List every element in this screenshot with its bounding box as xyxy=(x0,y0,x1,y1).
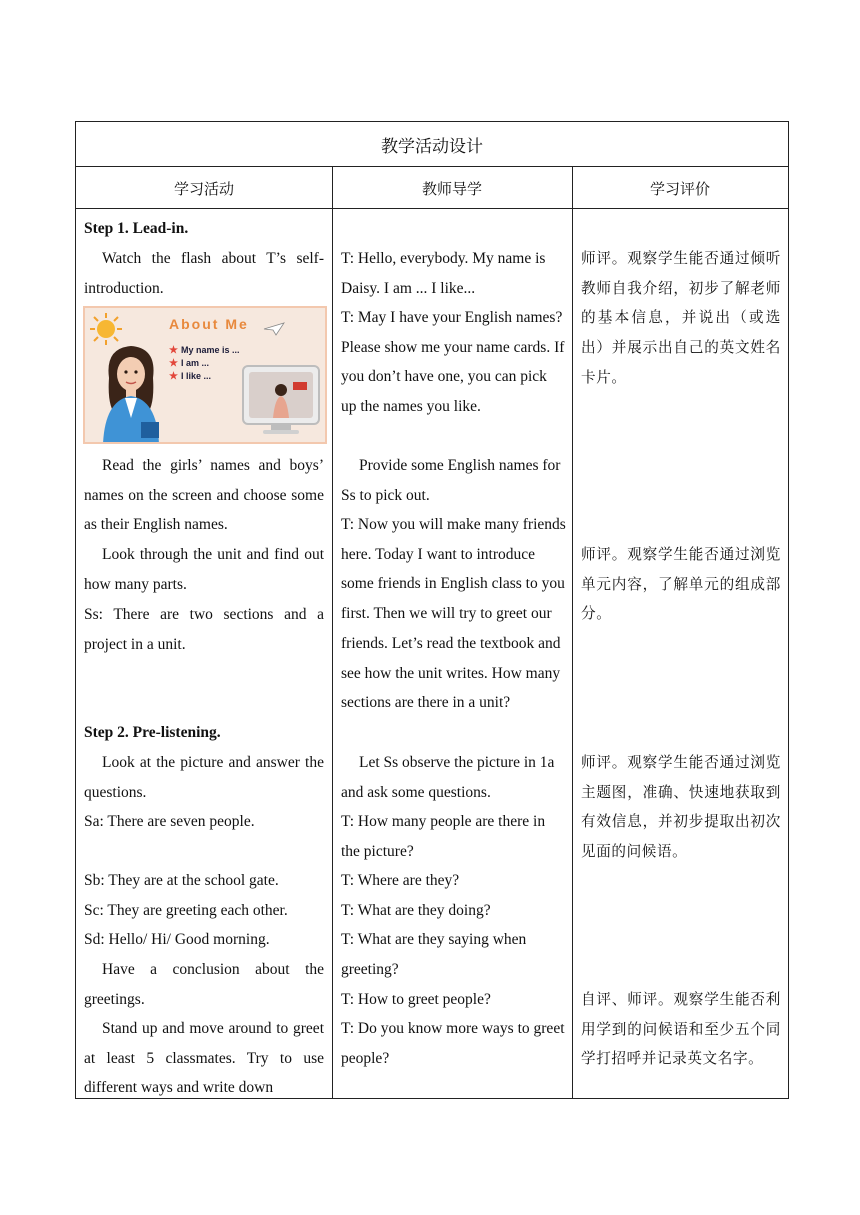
teacher-illustration xyxy=(95,338,167,444)
teacher-line: T: Hello, everybody. My name is Daisy. I am ... I like... xyxy=(341,250,546,297)
slide-title: About Me xyxy=(169,316,249,332)
teacher-line: T: How many people are there in the picture? xyxy=(341,813,546,860)
step2-paragraph: Have a conclusion about the greetings. xyxy=(84,961,324,1008)
teacher-guidance-cell xyxy=(332,209,572,1098)
teacher-line: T: Where are they? xyxy=(341,872,460,889)
evaluation-note: 师评。观察学生能否通过浏览单元内容，了解单元的组成部分。 xyxy=(581,546,781,623)
paper-plane-icon xyxy=(263,322,285,336)
step1-paragraph: Look through the unit and find out how many parts. xyxy=(84,546,324,593)
star-icon: ★ xyxy=(169,345,178,356)
teacher-line: Let Ss observe the picture in 1a and ask some questions. xyxy=(341,754,555,801)
student-answer-b: Sb: They are at the school gate. xyxy=(84,872,279,889)
teacher-line: T: What are they doing? xyxy=(341,902,491,919)
step2-paragraph: Stand up and move around to greet at least 5 classmates. Try to use different ways and write down xyxy=(84,1020,324,1097)
evaluation-note: 师评。观察学生能否通过浏览主题图，准确、快速地获取到有效信息，并初步提取出初次见面的问候语。 xyxy=(581,754,781,861)
table-title: 教学活动设计 xyxy=(381,136,483,157)
teacher-line: T: Do you know more ways to greet people? xyxy=(341,1020,565,1067)
evaluation-note: 自评、师评。观察学生能否利用学到的问候语和至少五个同学打招呼并记录英文名字。 xyxy=(581,991,781,1068)
slide-bullet: ★ I am ... xyxy=(169,358,210,369)
teacher-line: T: How to greet people? xyxy=(341,991,491,1008)
about-me-slide-image xyxy=(83,306,327,444)
slide-bullet-list xyxy=(169,344,240,383)
teacher-line: Provide some English names for Ss to pick out. xyxy=(341,457,561,504)
step1-paragraph: Read the girls’ names and boys’ names on the screen and choose some as their English names. xyxy=(84,457,324,534)
learning-activities-cell xyxy=(76,209,332,1098)
slide-bullet: ★ I like ... xyxy=(169,371,212,382)
lesson-design-table xyxy=(75,121,789,1099)
step2-paragraph: Look at the picture and answer the questions. xyxy=(84,754,324,801)
teacher-line: T: May I have your English names? Please show me your name cards. If you don’t have one, you can pick up the names you like. xyxy=(341,309,565,416)
header-learning-activities: 学习活动 xyxy=(173,179,234,198)
table-header-row xyxy=(76,167,788,209)
teacher-line: T: What are they saying when greeting? xyxy=(341,931,527,978)
student-answer-c: Sc: They are greeting each other. xyxy=(84,902,288,919)
star-icon: ★ xyxy=(169,358,178,369)
monitor-illustration xyxy=(241,364,321,436)
step1-heading: Step 1. Lead-in. xyxy=(84,220,189,237)
evaluation-note: 师评。观察学生能否通过倾听教师自我介绍，初步了解老师的基本信息，并说出（或选出）并展示出自己的英文姓名卡片。 xyxy=(581,250,781,386)
slide-bullet: ★ My name is ... xyxy=(169,345,240,356)
step1-paragraph: Watch the flash about T’s self-introduction. xyxy=(84,250,324,297)
student-answer-d: Sd: Hello/ Hi/ Good morning. xyxy=(84,931,270,948)
student-answer-a: Sa: There are seven people. xyxy=(84,813,255,830)
header-learning-evaluation: 学习评价 xyxy=(649,179,710,198)
table-title-row xyxy=(76,122,788,167)
star-icon: ★ xyxy=(169,371,178,382)
teacher-line: T: Now you will make many friends here. Today I want to introduce some friends in English class to you first. Then we will try to greet our friends. Let’s read the textbook and see how the unit writes. How many sections are there in a unit? xyxy=(341,516,566,712)
step1-student-answer: Ss: There are two sections and a project in a unit. xyxy=(84,606,324,653)
step2-heading: Step 2. Pre-listening. xyxy=(84,724,221,741)
header-teacher-guidance: 教师导学 xyxy=(421,179,482,198)
learning-evaluation-cell xyxy=(572,209,788,1098)
